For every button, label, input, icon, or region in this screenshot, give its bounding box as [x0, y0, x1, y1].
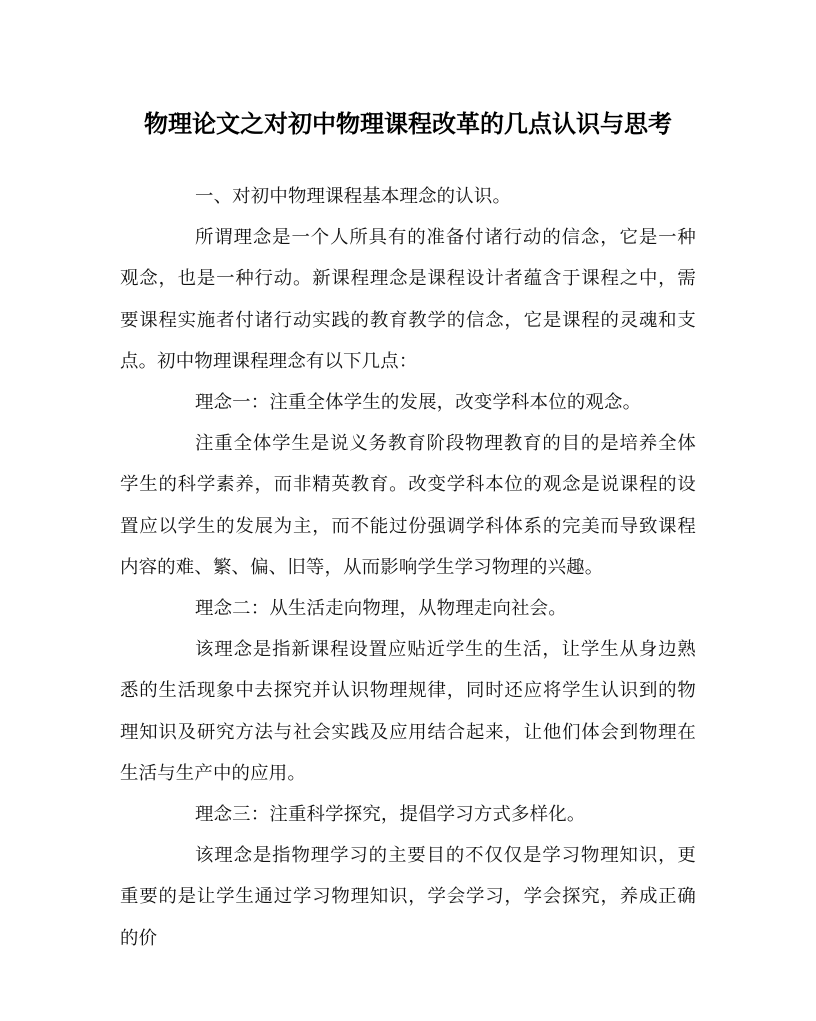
document-title: 物理论文之对初中物理课程改革的几点认识与思考 [144, 109, 672, 138]
document-body [120, 176, 696, 959]
concept-heading-3: 理念三：注重科学探究，提倡学习方式多样化。 [195, 804, 586, 826]
section-heading: 一、对初中物理课程基本理念的认识。 [195, 186, 512, 207]
body-paragraph: 该理念是指新课程设置应贴近学生的生活，让学生从身边熟悉的生活现象中去探究并认识物理规律，同时还应将学生认识到的物理知识及研究方法与社会实践及应用结合起来，让他们体会到物理在生活与生产中的应用。 [120, 639, 696, 784]
body-paragraph: 所谓理念是一个人所具有的准备付诸行动的信念，它是一种观念，也是一种行动。新课程理念是课程设计者蕴含于课程之中，需要课程实施者付诸行动实践的教育教学的信念，它是课程的灵魂和支点。初中物理课程理念有以下几点： [120, 227, 696, 372]
body-paragraph: 该理念是指物理学习的主要目的不仅仅是学习物理知识，更重要的是让学生通过学习物理知识，学会学习，学会探究，养成正确的价 [120, 845, 696, 949]
concept-heading-1: 理念一：注重全体学生的发展，改变学科本位的观念。 [195, 392, 642, 414]
concept-heading-2: 理念二：从生活走向物理，从物理走向社会。 [195, 598, 567, 620]
body-paragraph: 注重全体学生是说义务教育阶段物理教育的目的是培养全体学生的科学素养，而非精英教育。改变学科本位的观念是说课程的设置应以学生的发展为主，而不能过份强调学科体系的完美而导致课程内容的难、繁、偏、旧等，从而影响学生学习物理的兴趣。 [120, 433, 696, 578]
